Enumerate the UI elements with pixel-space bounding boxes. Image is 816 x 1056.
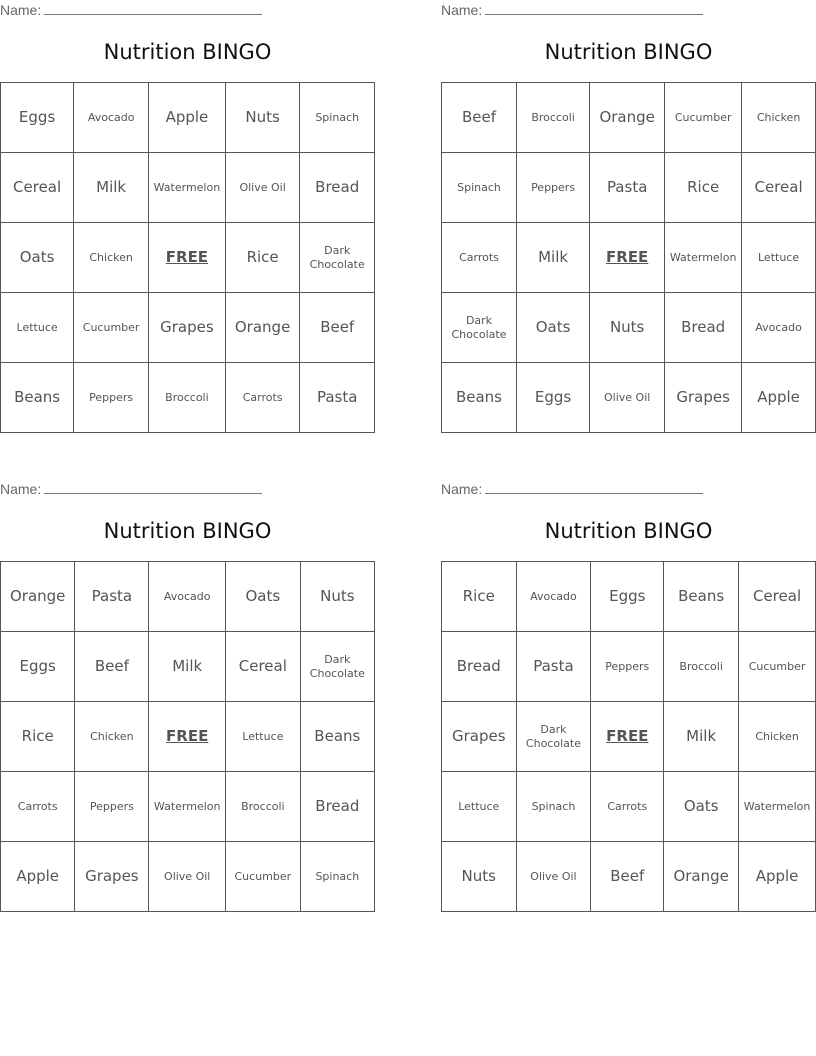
bingo-grid bbox=[0, 82, 375, 433]
bingo-row bbox=[1, 293, 375, 363]
bingo-cell[interactable]: Chicken bbox=[74, 223, 149, 293]
bingo-cell[interactable]: Beans bbox=[300, 702, 374, 772]
bingo-cell[interactable]: Chicken bbox=[75, 702, 149, 772]
name-underline[interactable] bbox=[44, 2, 262, 15]
bingo-cell[interactable]: Orange bbox=[225, 293, 300, 363]
bingo-cell[interactable]: Peppers bbox=[75, 772, 149, 842]
free-space-cell[interactable]: FREE bbox=[591, 702, 664, 772]
bingo-cell[interactable]: Broccoli bbox=[516, 83, 589, 153]
bingo-row bbox=[1, 153, 375, 223]
bingo-card-1 bbox=[0, 0, 375, 435]
name-label: Name: bbox=[0, 481, 42, 497]
bingo-cell[interactable]: Oats bbox=[226, 562, 301, 632]
bingo-cell[interactable]: Watermelon bbox=[149, 772, 226, 842]
bingo-cell[interactable]: Lettuce bbox=[226, 702, 301, 772]
bingo-cell[interactable]: Apple bbox=[742, 363, 816, 433]
bingo-row bbox=[442, 153, 816, 223]
bingo-cell[interactable]: Olive Oil bbox=[590, 363, 665, 433]
bingo-cell[interactable]: Spinach bbox=[442, 153, 517, 223]
bingo-row bbox=[442, 702, 816, 772]
bingo-row bbox=[1, 702, 375, 772]
card-title: Nutrition BINGO bbox=[544, 519, 713, 543]
bingo-row bbox=[442, 223, 816, 293]
bingo-cell[interactable]: Rice bbox=[442, 562, 517, 632]
bingo-cell[interactable]: Eggs bbox=[516, 363, 589, 433]
bingo-cell[interactable]: Beans bbox=[1, 363, 74, 433]
bingo-cell[interactable]: Cucumber bbox=[665, 83, 742, 153]
name-underline[interactable] bbox=[485, 481, 703, 494]
bingo-cell[interactable]: Cereal bbox=[226, 632, 301, 702]
bingo-row bbox=[442, 293, 816, 363]
bingo-cell[interactable]: Cereal bbox=[742, 153, 816, 223]
bingo-cell[interactable]: Grapes bbox=[442, 702, 517, 772]
bingo-cell[interactable]: Eggs bbox=[591, 562, 664, 632]
name-field[interactable] bbox=[0, 481, 262, 497]
bingo-cell[interactable]: Cucumber bbox=[739, 632, 816, 702]
name-field[interactable] bbox=[0, 2, 262, 18]
name-underline[interactable] bbox=[44, 481, 262, 494]
bingo-cell[interactable]: Dark Chocolate bbox=[516, 702, 591, 772]
bingo-cell[interactable]: Olive Oil bbox=[149, 842, 226, 912]
name-label: Name: bbox=[441, 2, 483, 18]
bingo-row bbox=[442, 562, 816, 632]
bingo-cell[interactable]: Dark Chocolate bbox=[442, 293, 517, 363]
bingo-cell[interactable]: Pasta bbox=[75, 562, 149, 632]
bingo-cell[interactable]: Peppers bbox=[74, 363, 149, 433]
bingo-cell[interactable]: Beef bbox=[300, 293, 375, 363]
bingo-row bbox=[442, 632, 816, 702]
bingo-cell[interactable]: Chicken bbox=[739, 702, 816, 772]
bingo-card-2 bbox=[441, 0, 816, 435]
bingo-cell[interactable]: Lettuce bbox=[742, 223, 816, 293]
bingo-cell[interactable]: Carrots bbox=[1, 772, 75, 842]
bingo-cell[interactable]: Milk bbox=[516, 223, 589, 293]
free-space-cell[interactable]: FREE bbox=[590, 223, 665, 293]
bingo-cell[interactable]: Pasta bbox=[516, 632, 591, 702]
bingo-cell[interactable]: Milk bbox=[664, 702, 739, 772]
bingo-cell[interactable]: Apple bbox=[1, 842, 75, 912]
bingo-cell[interactable]: Rice bbox=[665, 153, 742, 223]
name-label: Name: bbox=[0, 2, 42, 18]
bingo-cell[interactable]: Carrots bbox=[225, 363, 300, 433]
bingo-card-4 bbox=[441, 479, 816, 914]
bingo-cell[interactable]: Carrots bbox=[591, 772, 664, 842]
bingo-cell[interactable]: Orange bbox=[664, 842, 739, 912]
name-field[interactable] bbox=[441, 481, 703, 497]
bingo-cell[interactable]: Orange bbox=[1, 562, 75, 632]
bingo-cell[interactable]: Beef bbox=[442, 83, 517, 153]
bingo-grid bbox=[0, 561, 375, 912]
bingo-cell[interactable]: Avocado bbox=[742, 293, 816, 363]
bingo-cell[interactable]: Bread bbox=[665, 293, 742, 363]
bingo-cell[interactable]: Cereal bbox=[1, 153, 74, 223]
bingo-row bbox=[1, 772, 375, 842]
bingo-cell[interactable]: Grapes bbox=[75, 842, 149, 912]
bingo-cell[interactable]: Nuts bbox=[442, 842, 517, 912]
bingo-cell[interactable]: Carrots bbox=[442, 223, 517, 293]
bingo-cell[interactable]: Lettuce bbox=[1, 293, 74, 363]
bingo-row bbox=[1, 842, 375, 912]
bingo-cell[interactable]: Broccoli bbox=[664, 632, 739, 702]
bingo-cell[interactable]: Beans bbox=[442, 363, 517, 433]
bingo-cell[interactable]: Nuts bbox=[225, 83, 300, 153]
bingo-cell[interactable]: Spinach bbox=[300, 83, 375, 153]
bingo-cell[interactable]: Olive Oil bbox=[516, 842, 591, 912]
free-space-cell[interactable]: FREE bbox=[149, 702, 226, 772]
bingo-cell[interactable]: Peppers bbox=[591, 632, 664, 702]
bingo-cell[interactable]: Watermelon bbox=[149, 153, 226, 223]
bingo-row bbox=[442, 363, 816, 433]
bingo-cell[interactable]: Pasta bbox=[300, 363, 375, 433]
name-underline[interactable] bbox=[485, 2, 703, 15]
bingo-cell[interactable]: Eggs bbox=[1, 83, 74, 153]
bingo-cell[interactable]: Chicken bbox=[742, 83, 816, 153]
bingo-row bbox=[1, 632, 375, 702]
bingo-cell[interactable]: Oats bbox=[516, 293, 589, 363]
bingo-cell[interactable]: Broccoli bbox=[149, 363, 226, 433]
bingo-cell[interactable]: Avocado bbox=[74, 83, 149, 153]
bingo-cell[interactable]: Oats bbox=[664, 772, 739, 842]
name-field[interactable] bbox=[441, 2, 703, 18]
bingo-cell[interactable]: Oats bbox=[1, 223, 74, 293]
bingo-grid bbox=[441, 561, 816, 912]
free-space-cell[interactable]: FREE bbox=[149, 223, 226, 293]
bingo-cell[interactable]: Spinach bbox=[300, 842, 374, 912]
bingo-cell[interactable]: Avocado bbox=[516, 562, 591, 632]
bingo-cell[interactable]: Grapes bbox=[149, 293, 226, 363]
card-title: Nutrition BINGO bbox=[103, 519, 272, 543]
bingo-row bbox=[1, 363, 375, 433]
bingo-cell[interactable]: Nuts bbox=[300, 562, 374, 632]
bingo-row bbox=[442, 842, 816, 912]
bingo-card-3 bbox=[0, 479, 375, 914]
bingo-cell[interactable]: Spinach bbox=[516, 772, 591, 842]
bingo-cell[interactable]: Olive Oil bbox=[225, 153, 300, 223]
bingo-cell[interactable]: Watermelon bbox=[739, 772, 816, 842]
bingo-cell[interactable]: Dark Chocolate bbox=[300, 632, 374, 702]
bingo-cell[interactable]: Nuts bbox=[590, 293, 665, 363]
bingo-cell[interactable]: Cucumber bbox=[226, 842, 301, 912]
name-label: Name: bbox=[441, 481, 483, 497]
bingo-cell[interactable]: Bread bbox=[442, 632, 517, 702]
bingo-cell[interactable]: Lettuce bbox=[442, 772, 517, 842]
bingo-row bbox=[1, 83, 375, 153]
bingo-cell[interactable]: Apple bbox=[149, 83, 226, 153]
bingo-cell[interactable]: Bread bbox=[300, 772, 374, 842]
bingo-cell[interactable]: Broccoli bbox=[226, 772, 301, 842]
bingo-cell[interactable]: Orange bbox=[590, 83, 665, 153]
bingo-row bbox=[442, 83, 816, 153]
bingo-cell[interactable]: Rice bbox=[225, 223, 300, 293]
bingo-row bbox=[442, 772, 816, 842]
bingo-cell[interactable]: Avocado bbox=[149, 562, 226, 632]
card-title: Nutrition BINGO bbox=[544, 40, 713, 64]
bingo-cell[interactable]: Milk bbox=[74, 153, 149, 223]
bingo-cell[interactable]: Bread bbox=[300, 153, 375, 223]
bingo-cell[interactable]: Grapes bbox=[665, 363, 742, 433]
bingo-cell[interactable]: Eggs bbox=[1, 632, 75, 702]
bingo-grid bbox=[441, 82, 816, 433]
bingo-cell[interactable]: Cereal bbox=[739, 562, 816, 632]
bingo-cell[interactable]: Watermelon bbox=[665, 223, 742, 293]
bingo-row bbox=[1, 223, 375, 293]
bingo-cell[interactable]: Cucumber bbox=[74, 293, 149, 363]
bingo-cell[interactable]: Rice bbox=[1, 702, 75, 772]
bingo-cell[interactable]: Apple bbox=[739, 842, 816, 912]
bingo-cell[interactable]: Dark Chocolate bbox=[300, 223, 375, 293]
bingo-cell[interactable]: Beef bbox=[591, 842, 664, 912]
bingo-cell[interactable]: Beef bbox=[75, 632, 149, 702]
bingo-cell[interactable]: Beans bbox=[664, 562, 739, 632]
bingo-row bbox=[1, 562, 375, 632]
bingo-cell[interactable]: Milk bbox=[149, 632, 226, 702]
bingo-cell[interactable]: Pasta bbox=[590, 153, 665, 223]
bingo-cell[interactable]: Peppers bbox=[516, 153, 589, 223]
card-title: Nutrition BINGO bbox=[103, 40, 272, 64]
